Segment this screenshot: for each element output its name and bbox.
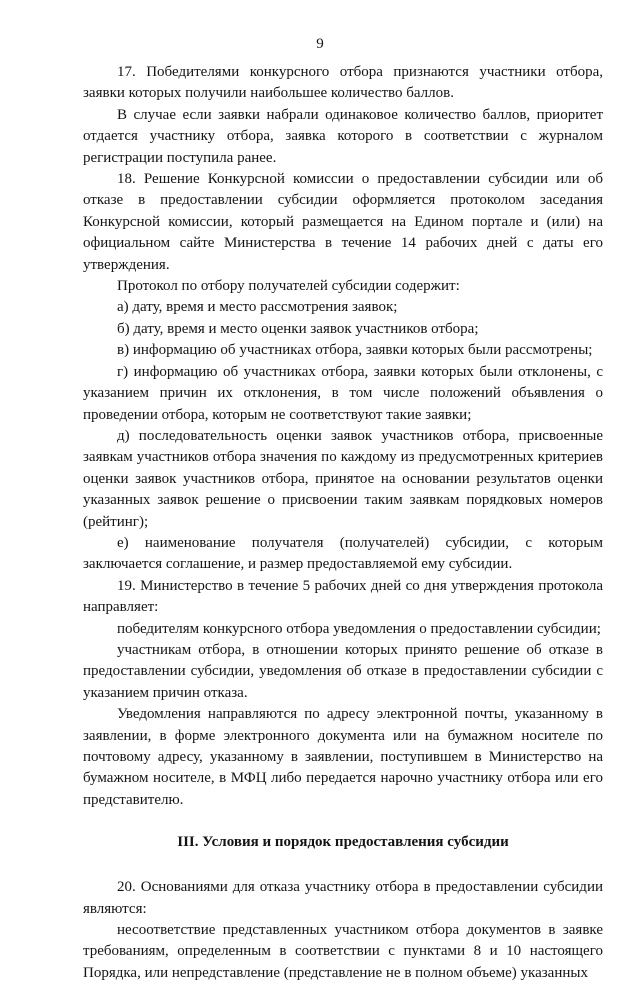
document-body	[83, 62, 603, 984]
paragraph-20: 20. Основаниями для отказа участнику отбора в предоставлении субсидии являются:	[83, 879, 603, 917]
list-item-a: а) дату, время и место рассмотрения заявок;	[117, 299, 398, 316]
paragraph-refusal-grounds: несоответствие представленных участником отбора документов в заявке требованиям, определенным в соответствии с пунктами 8 и 10 настоящего Порядка, или непредставление (представление не в полном объеме) указанных	[83, 922, 603, 981]
paragraph-equal-scores: В случае если заявки набрали одинаковое количество баллов, приоритет отдается участнику отбора, заявка которого в соответствии с журналом регистрации поступила ранее.	[83, 106, 603, 166]
paragraph-19: 19. Министерство в течение 5 рабочих дней со дня утверждения протокола направляет:	[83, 577, 603, 616]
paragraph-refusal-notice: участникам отбора, в отношении которых принято решение об отказе в предоставлении субсидии, уведомления об отказе в предоставлении субсидии с указанием причин отказа.	[83, 641, 603, 701]
paragraph-18: 18. Решение Конкурсной комиссии о предоставлении субсидии или об отказе в предоставлении субсидии оформляется протоколом заседания Конкурсной комиссии, который размещается на Едином портале и (или) на официальном сайте Министерства в течение 14 рабочих дней с даты его утверждения.	[83, 171, 603, 273]
paragraph-winners-notice: победителям конкурсного отбора уведомления о предоставлении субсидии;	[117, 620, 601, 637]
list-item-e: е) наименование получателя (получателей) субсидии, с которым заключается соглашение, и размер предоставляемой ему субсидии.	[83, 534, 603, 573]
list-item-v: в) информацию об участниках отбора, заявки которых были рассмотрены;	[117, 342, 593, 359]
list-item-d: д) последовательность оценки заявок участников отбора, присвоенные заявкам участников отбора значения по каждому из предусмотренных критериев оценки заявок участников отбора, принятое на основании результатов оценки указанных заявок решение о присвоении таким заявкам порядковых номеров (рейтинг);	[83, 427, 603, 530]
paragraph-notice-delivery: Уведомления направляются по адресу электронной почты, указанному в заявлении, в форме электронного документа или на бумажном носителе по почтовому адресу, указанному в заявлении, поступившем в Министерство на бумажном носителе, в МФЦ либо передается нарочно участнику отбора или его представителю.	[83, 706, 603, 808]
page-number: 9	[316, 36, 324, 52]
list-item-b: б) дату, время и место оценки заявок участников отбора;	[117, 320, 479, 337]
list-item-g: г) информацию об участниках отбора, заявки которых были отклонены, с указанием причин их отклонения, в том числе положений объявления о проведении отбора, которым не соответствуют такие заявки;	[83, 363, 603, 423]
section-heading: III. Условия и порядок предоставления субсидии	[177, 834, 509, 851]
paragraph-protocol-contents: Протокол по отбору получателей субсидии содержит:	[117, 278, 460, 295]
paragraph-17: 17. Победителями конкурсного отбора признаются участники отбора, заявки которых получили наибольшее количество баллов.	[83, 64, 603, 102]
